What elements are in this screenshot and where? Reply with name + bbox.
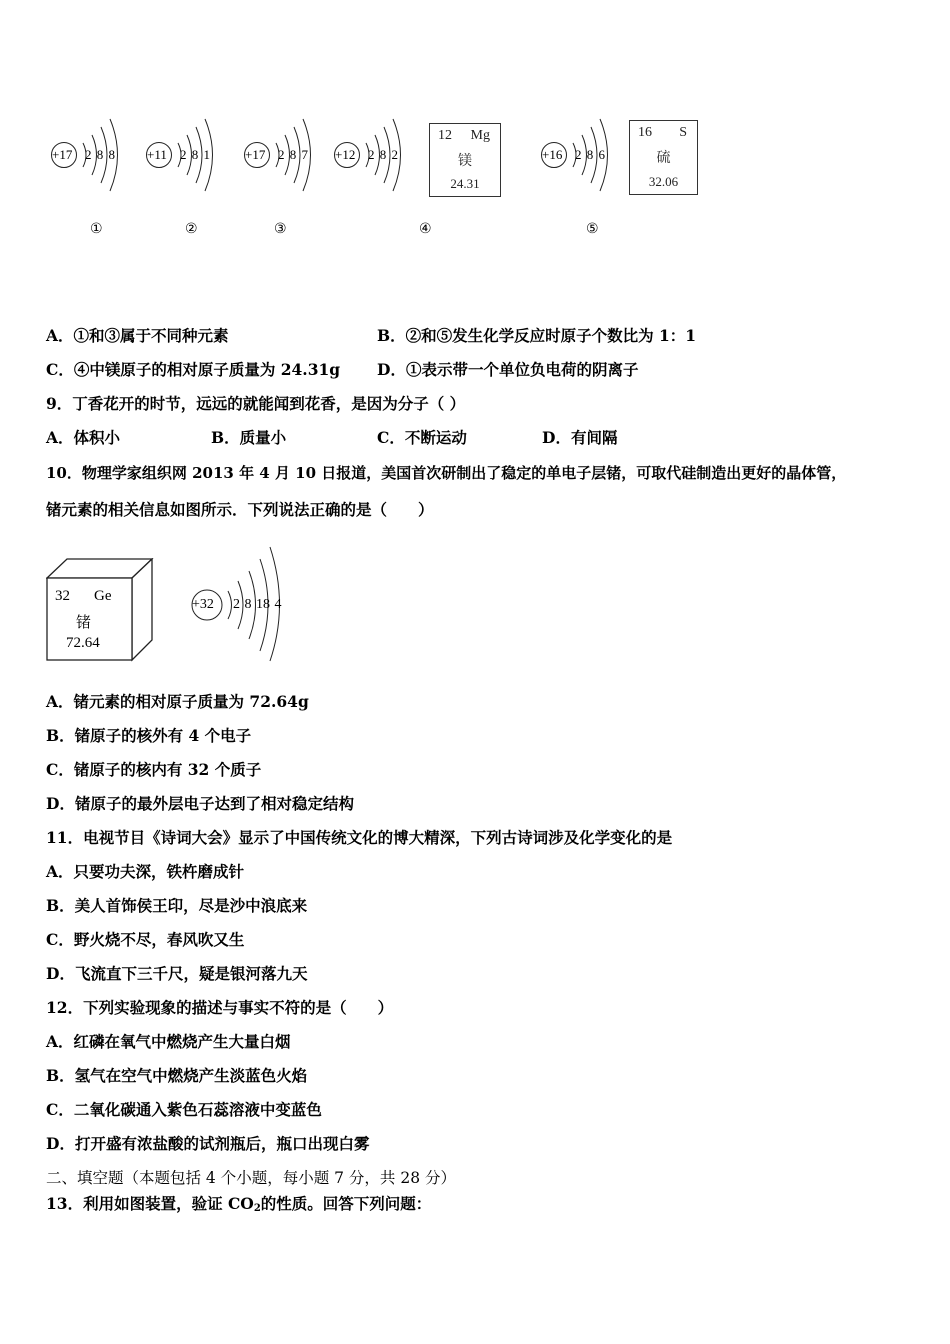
q9-option-c: C．不断运动 (377, 428, 467, 447)
q8-option-d: D．①表示带一个单位负电荷的阴离子 (377, 360, 639, 379)
q8-option-c: C．④中镁原子的相对原子质量为 24.31g (46, 360, 341, 379)
nucleus-charge: +32 (192, 597, 214, 612)
q10-stem-line2: 锗元素的相关信息如图所示．下列说法正确的是（ ） (46, 500, 434, 519)
q11-option-a: A．只要功夫深，铁杵磨成针 (46, 862, 245, 881)
q13-stem-post: 的性质。回答下列问题： (260, 1194, 432, 1213)
atom-diagram-5 (535, 105, 625, 205)
q13-stem-subscript: 2 (253, 1203, 261, 1214)
q8-option-b: B．②和⑤发生化学反应时原子个数比为 1：1 (377, 326, 697, 345)
q11-option-d: D．飞流直下三千尺，疑是银河落九天 (46, 964, 308, 983)
q12-option-d: D．打开盛有浓盐酸的试剂瓶后，瓶口出现白雾 (46, 1134, 370, 1153)
nucleus-charge: +17 (245, 147, 266, 162)
q9-stem: 9．丁香花开的时节，远远的就能闻到花香，是因为分子（ ） (46, 394, 466, 413)
electron-shells: 2 8 7 (278, 147, 308, 162)
electron-shells: 2 8 8 (85, 147, 115, 162)
germanium-atom-diagram (188, 533, 298, 663)
element-box-mg (429, 123, 501, 197)
q9-option-a: A．体积小 (46, 428, 121, 447)
atom-diagram-3 (238, 105, 328, 205)
electron-shells: 2 8 1 (180, 147, 210, 162)
element-name: 硫 (656, 151, 671, 166)
element-symbol: Mg (470, 128, 490, 143)
q9-option-d: D．有间隔 (542, 428, 618, 447)
nucleus-charge: +17 (52, 147, 73, 162)
electron-shells: 2 8 2 (368, 147, 398, 162)
q9-option-b: B．质量小 (211, 428, 287, 447)
electron-shells: 2 8 18 4 (233, 597, 282, 612)
q13-stem (46, 1194, 431, 1219)
element-symbol: S (679, 125, 687, 140)
nucleus-charge: +11 (147, 147, 167, 162)
q10-option-b: B．锗原子的核外有 4 个电子 (46, 726, 252, 745)
atomic-number: 12 (438, 128, 452, 143)
q12-stem: 12．下列实验现象的描述与事实不符的是（ ） (46, 998, 394, 1017)
germanium-cube-box (46, 558, 154, 662)
element-symbol: Ge (94, 588, 112, 604)
q11-stem: 11．电视节目《诗词大会》显示了中国传统文化的博大精深，下列古诗词涉及化学变化的是 (46, 828, 673, 847)
figure-label-3: ③ (274, 221, 287, 237)
atomic-number: 16 (638, 125, 652, 140)
atom-diagram-1 (45, 105, 135, 205)
q12-option-b: B．氢气在空气中燃烧产生淡蓝色火焰 (46, 1066, 308, 1085)
atomic-number: 32 (55, 588, 70, 604)
atomic-mass: 24.31 (450, 176, 480, 191)
atomic-mass: 72.64 (66, 635, 100, 651)
q12-option-c: C．二氧化碳通入紫色石蕊溶液中变蓝色 (46, 1100, 322, 1119)
q10-option-a: A．锗元素的相对原子质量为 72.64g (46, 692, 309, 711)
nucleus-charge: +12 (335, 147, 356, 162)
figure-label-1: ① (90, 221, 103, 237)
q11-option-b: B．美人首饰侯王印，尽是沙中浪底来 (46, 896, 308, 915)
q8-option-a: A．①和③属于不同种元素 (46, 326, 229, 345)
figure-label-4: ④ (419, 221, 432, 237)
q10-stem-line1: 10．物理学家组织网 2013 年 4 月 10 日报道，美国首次研制出了稳定的单电子层锗，可取代硅制造出更好的晶体管， (46, 464, 847, 482)
section-heading: 二、填空题（本题包括 4 个小题，每小题 7 分，共 28 分） (46, 1169, 457, 1187)
element-name: 镁 (458, 154, 472, 169)
atom-diagram-4 (328, 105, 418, 205)
electron-shells: 2 8 6 (575, 147, 605, 162)
q10-option-c: C．锗原子的核内有 32 个质子 (46, 760, 262, 779)
nucleus-charge: +16 (542, 147, 563, 162)
atom-diagram-2 (140, 105, 230, 205)
q11-option-c: C．野火烧不尽，春风吹又生 (46, 930, 245, 949)
q13-stem-pre: 13．利用如图装置，验证 CO (46, 1194, 254, 1213)
q12-option-a: A．红磷在氧气中燃烧产生大量白烟 (46, 1032, 291, 1051)
q10-option-d: D．锗原子的最外层电子达到了相对稳定结构 (46, 794, 354, 813)
figure-label-5: ⑤ (586, 221, 599, 237)
element-name: 锗 (76, 613, 92, 631)
figure-label-2: ② (185, 221, 198, 237)
element-box-s (629, 120, 698, 195)
atomic-mass: 32.06 (648, 174, 679, 189)
